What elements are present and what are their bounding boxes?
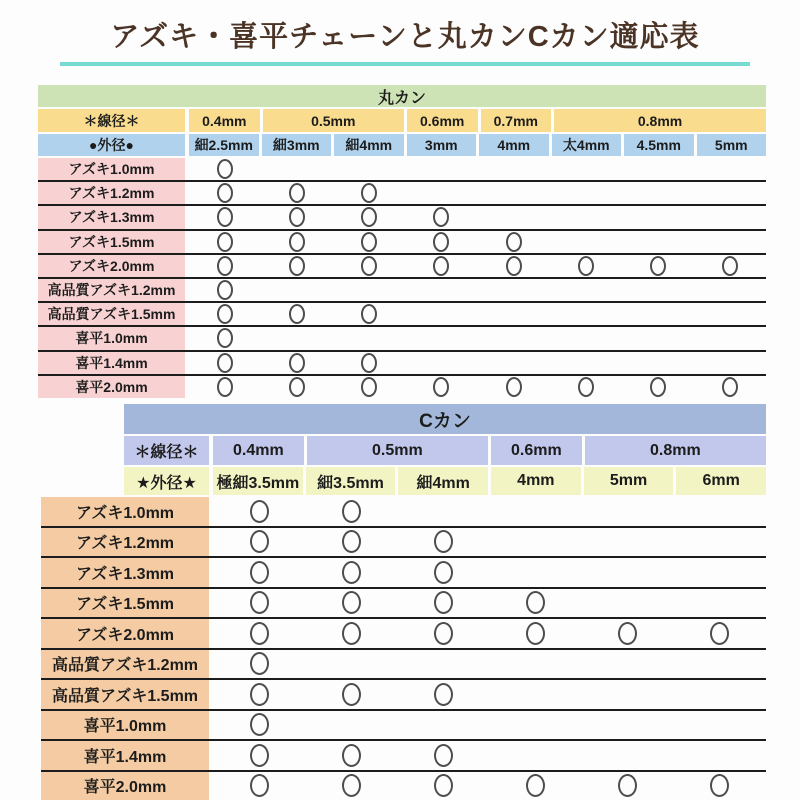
compatibility-cell (189, 303, 261, 325)
chain-type-label: アズキ1.2mm (38, 182, 189, 204)
compatibility-cell (261, 255, 333, 277)
compatibility-cell (333, 279, 405, 301)
compatibility-cell (213, 741, 305, 770)
circle-mark (217, 232, 233, 252)
circle-mark (506, 232, 522, 252)
outer-diameter-row (38, 134, 766, 156)
compatibility-cell (189, 352, 261, 374)
circle-mark (618, 774, 637, 797)
compatibility-cell (305, 497, 397, 526)
compatibility-cell (189, 255, 261, 277)
wire-diameter-value: 0.6mm (404, 109, 478, 132)
circle-mark (578, 377, 594, 397)
circle-mark (650, 256, 666, 276)
chain-type-label: 高品質アズキ1.2mm (41, 650, 213, 679)
compatibility-cell (622, 206, 694, 228)
compatibility-cell (622, 255, 694, 277)
compatibility-cell (490, 589, 582, 618)
compatibility-cell (261, 158, 333, 180)
chain-type-label: 喜平1.4mm (38, 352, 189, 374)
circle-mark (342, 774, 361, 797)
compatibility-cell (550, 255, 622, 277)
circle-mark (361, 304, 377, 324)
compatibility-cell (490, 772, 582, 800)
circle-mark (250, 744, 269, 767)
outer-diameter-label: ●外径● (38, 134, 189, 156)
table-row (41, 528, 766, 559)
compatibility-cell (405, 327, 477, 349)
compatibility-cell (550, 352, 622, 374)
compatibility-cell (550, 279, 622, 301)
compatibility-cell (405, 158, 477, 180)
table-row (38, 279, 766, 303)
compatibility-cell (694, 303, 766, 325)
compatibility-cell (213, 558, 305, 587)
compatibility-cell (305, 589, 397, 618)
circle-mark (289, 304, 305, 324)
wire-diameter-row (124, 436, 766, 465)
compatibility-cell (305, 558, 397, 587)
circle-mark (250, 683, 269, 706)
compatibility-cell (694, 206, 766, 228)
compatibility-cell (622, 182, 694, 204)
compatibility-cell (582, 772, 674, 800)
compatibility-cell (674, 711, 766, 740)
compatibility-cell (333, 376, 405, 398)
compatibility-cell (582, 680, 674, 709)
compatibility-cell (261, 376, 333, 398)
compatibility-cell (550, 231, 622, 253)
compatibility-cell (478, 376, 550, 398)
circle-mark (433, 232, 449, 252)
table-title: 丸カン (38, 85, 766, 107)
circle-mark (710, 774, 729, 797)
table-row (38, 231, 766, 255)
compatibility-cell (397, 741, 489, 770)
compatibility-cell (397, 711, 489, 740)
table-title: Cカン (124, 404, 766, 434)
chain-type-label: 高品質アズキ1.5mm (38, 303, 189, 325)
compatibility-cell (674, 497, 766, 526)
table-title-row (124, 404, 766, 434)
outer-diameter-value: 5mm (581, 467, 674, 495)
circle-mark (250, 652, 269, 675)
compatibility-cell (333, 327, 405, 349)
compatibility-cell (582, 619, 674, 648)
compatibility-cell (478, 255, 550, 277)
compatibility-cell (305, 680, 397, 709)
compatibility-cell (189, 231, 261, 253)
circle-mark (506, 377, 522, 397)
compatibility-cell (397, 680, 489, 709)
compatibility-cell (674, 619, 766, 648)
circle-mark (342, 622, 361, 645)
outer-diameter-value: 細4mm (331, 134, 404, 156)
outer-diameter-value: 4mm (476, 134, 549, 156)
compatibility-cell (305, 711, 397, 740)
table-row (38, 376, 766, 398)
circle-mark (250, 530, 269, 553)
chain-type-label: アズキ1.0mm (38, 158, 189, 180)
circle-mark (618, 622, 637, 645)
compatibility-cell (478, 352, 550, 374)
compatibility-cell (622, 327, 694, 349)
compatibility-cell (397, 589, 489, 618)
table-row (41, 711, 766, 742)
circle-mark (217, 377, 233, 397)
compatibility-cell (694, 376, 766, 398)
compatibility-cell (261, 303, 333, 325)
table-title-row (38, 85, 766, 107)
compatibility-cell (213, 650, 305, 679)
circle-mark (361, 353, 377, 373)
circle-mark (506, 256, 522, 276)
compatibility-cell (397, 558, 489, 587)
outer-diameter-value: 5mm (694, 134, 767, 156)
circle-mark (342, 530, 361, 553)
compatibility-cell (405, 376, 477, 398)
circle-mark (526, 591, 545, 614)
table-row (41, 497, 766, 528)
compatibility-cell (622, 158, 694, 180)
chain-type-label: 喜平1.4mm (41, 741, 213, 770)
compatibility-cell (189, 376, 261, 398)
compatibility-cell (397, 772, 489, 800)
compatibility-cell (694, 158, 766, 180)
circle-mark (710, 622, 729, 645)
wire-diameter-value: 0.7mm (478, 109, 552, 132)
compatibility-cell (333, 158, 405, 180)
circle-mark (433, 256, 449, 276)
table-row (41, 650, 766, 681)
circle-mark (217, 256, 233, 276)
compatibility-cell (261, 327, 333, 349)
compatibility-cell (694, 279, 766, 301)
compatibility-cell (582, 589, 674, 618)
circle-mark (361, 232, 377, 252)
circle-mark (361, 256, 377, 276)
compatibility-cell (478, 327, 550, 349)
circle-mark (342, 744, 361, 767)
table-row (38, 303, 766, 327)
compatibility-cell (213, 619, 305, 648)
compatibility-cell (582, 711, 674, 740)
compatibility-cell (674, 650, 766, 679)
table-row (38, 182, 766, 206)
chain-type-label: 高品質アズキ1.2mm (38, 279, 189, 301)
outer-diameter-value: 細3.5mm (303, 467, 396, 495)
table-row (41, 680, 766, 711)
circle-mark (434, 774, 453, 797)
compatibility-cell (333, 303, 405, 325)
compatibility-cell (305, 741, 397, 770)
outer-diameter-value: 4.5mm (621, 134, 694, 156)
compatibility-cell (550, 182, 622, 204)
compatibility-cell (490, 528, 582, 557)
compatibility-cell (405, 255, 477, 277)
compatibility-cell (189, 327, 261, 349)
circle-mark (217, 304, 233, 324)
outer-diameter-value: 6mm (673, 467, 766, 495)
table-header (124, 404, 766, 495)
compatibility-cell (550, 376, 622, 398)
circle-mark (217, 280, 233, 300)
table-row (38, 255, 766, 279)
compatibility-cell (490, 711, 582, 740)
outer-diameter-value: 細3mm (259, 134, 332, 156)
compatibility-cell (213, 772, 305, 800)
chain-type-label: 喜平2.0mm (38, 376, 189, 398)
compatibility-cell (261, 279, 333, 301)
chain-type-label: アズキ1.3mm (38, 206, 189, 228)
circle-mark (526, 622, 545, 645)
circle-mark (250, 561, 269, 584)
outer-diameter-label: ★外径★ (124, 467, 213, 495)
chain-type-label: アズキ1.5mm (41, 589, 213, 618)
wire-diameter-value: 0.6mm (488, 436, 582, 465)
compatibility-cell (189, 158, 261, 180)
compatibility-cell (397, 619, 489, 648)
compatibility-cell (261, 352, 333, 374)
compatibility-cell (261, 182, 333, 204)
circle-mark (342, 561, 361, 584)
compatibility-cell (213, 528, 305, 557)
chain-type-label: アズキ1.0mm (41, 497, 213, 526)
compatibility-cell (582, 650, 674, 679)
circle-mark (342, 500, 361, 523)
wire-diameter-value: 0.8mm (582, 436, 766, 465)
compatibility-cell (550, 158, 622, 180)
compatibility-cell (490, 741, 582, 770)
chain-type-label: 高品質アズキ1.5mm (41, 680, 213, 709)
circle-mark (434, 744, 453, 767)
circle-mark (722, 256, 738, 276)
compatibility-cell (405, 352, 477, 374)
page-title: アズキ・喜平チェーンと丸カンCカン適応表 (60, 14, 750, 66)
compatibility-cell (490, 680, 582, 709)
circle-mark (217, 159, 233, 179)
outer-diameter-value: 太4mm (549, 134, 622, 156)
table-header (38, 85, 766, 156)
chain-type-label: 喜平2.0mm (41, 772, 213, 800)
compatibility-cell (694, 255, 766, 277)
table-row (41, 741, 766, 772)
circle-mark (526, 774, 545, 797)
compatibility-cell (261, 206, 333, 228)
chain-type-label: 喜平1.0mm (38, 327, 189, 349)
outer-diameter-row (124, 467, 766, 495)
circle-mark (342, 683, 361, 706)
circle-mark (289, 377, 305, 397)
compatibility-cell (582, 528, 674, 557)
compatibility-cell (397, 497, 489, 526)
table-row (38, 352, 766, 376)
compatibility-cell (405, 206, 477, 228)
circle-mark (434, 561, 453, 584)
chain-type-label: アズキ1.2mm (41, 528, 213, 557)
compatibility-cell (305, 650, 397, 679)
compatibility-cell (478, 279, 550, 301)
circle-mark (217, 353, 233, 373)
compatibility-cell (674, 772, 766, 800)
compatibility-cell (490, 497, 582, 526)
compatibility-cell (694, 352, 766, 374)
circle-mark (289, 232, 305, 252)
compatibility-cell (622, 279, 694, 301)
compatibility-cell (622, 376, 694, 398)
circle-mark (361, 377, 377, 397)
compatibility-cell (478, 231, 550, 253)
compatibility-cell (582, 558, 674, 587)
compatibility-cell (333, 206, 405, 228)
compatibility-cell (305, 528, 397, 557)
compatibility-cell (674, 528, 766, 557)
circle-mark (433, 207, 449, 227)
compatibility-cell (213, 680, 305, 709)
compatibility-cell (333, 231, 405, 253)
compatibility-cell (333, 182, 405, 204)
circle-mark (250, 591, 269, 614)
circle-mark (250, 622, 269, 645)
chain-type-label: アズキ2.0mm (41, 619, 213, 648)
compatibility-cell (305, 772, 397, 800)
chain-type-label: アズキ1.5mm (38, 231, 189, 253)
table-row (41, 589, 766, 620)
outer-diameter-value: 極細3.5mm (213, 467, 303, 495)
circle-mark (217, 183, 233, 203)
compatibility-cell (189, 279, 261, 301)
table-row (41, 619, 766, 650)
compatibility-cell (490, 558, 582, 587)
wire-diameter-value: 0.8mm (551, 109, 766, 132)
ckan-compatibility-table (41, 404, 766, 800)
table-row (38, 158, 766, 182)
compatibility-cell (694, 182, 766, 204)
compatibility-cell (550, 327, 622, 349)
compatibility-cell (213, 497, 305, 526)
compatibility-cell (622, 231, 694, 253)
table-row (38, 327, 766, 351)
compatibility-cell (674, 589, 766, 618)
circle-mark (433, 377, 449, 397)
circle-mark (578, 256, 594, 276)
compatibility-cell (189, 206, 261, 228)
compatibility-cell (550, 206, 622, 228)
outer-diameter-value: 3mm (404, 134, 477, 156)
marukan-compatibility-table (38, 85, 766, 398)
chain-type-label: 喜平1.0mm (41, 711, 213, 740)
compatibility-cell (622, 352, 694, 374)
compatibility-cell (333, 255, 405, 277)
compatibility-cell (490, 650, 582, 679)
compatibility-cell (405, 182, 477, 204)
wire-diameter-value: 0.4mm (213, 436, 304, 465)
compatibility-cell (213, 589, 305, 618)
compatibility-cell (582, 741, 674, 770)
compatibility-cell (478, 303, 550, 325)
circle-mark (361, 207, 377, 227)
compatibility-cell (261, 231, 333, 253)
circle-mark (361, 183, 377, 203)
circle-mark (434, 530, 453, 553)
compatibility-cell (478, 182, 550, 204)
circle-mark (434, 622, 453, 645)
wire-diameter-value: 0.5mm (260, 109, 404, 132)
wire-diameter-label: ＊線径＊ (124, 436, 213, 465)
outer-diameter-value: 4mm (488, 467, 581, 495)
compatibility-cell (694, 231, 766, 253)
circle-mark (250, 500, 269, 523)
compatibility-cell (397, 650, 489, 679)
compatibility-cell (582, 497, 674, 526)
compatibility-cell (490, 619, 582, 648)
circle-mark (342, 591, 361, 614)
chain-type-label: アズキ1.3mm (41, 558, 213, 587)
wire-diameter-label: ＊線径＊ (38, 109, 189, 132)
table-row (41, 772, 766, 800)
compatibility-cell (622, 303, 694, 325)
outer-diameter-value: 細4mm (395, 467, 488, 495)
compatibility-cell (405, 279, 477, 301)
compatibility-cell (213, 711, 305, 740)
table-row (41, 558, 766, 589)
table-row (38, 206, 766, 230)
circle-mark (289, 353, 305, 373)
circle-mark (434, 591, 453, 614)
circle-mark (217, 328, 233, 348)
chain-type-label: アズキ2.0mm (38, 255, 189, 277)
compatibility-cell (333, 352, 405, 374)
compatibility-cell (674, 558, 766, 587)
outer-diameter-value: 細2.5mm (189, 134, 259, 156)
circle-mark (722, 377, 738, 397)
compatibility-cell (674, 741, 766, 770)
wire-diameter-value: 0.4mm (189, 109, 260, 132)
compatibility-cell (305, 619, 397, 648)
compatibility-cell (478, 158, 550, 180)
circle-mark (289, 256, 305, 276)
circle-mark (289, 207, 305, 227)
wire-diameter-row (38, 109, 766, 132)
circle-mark (289, 183, 305, 203)
compatibility-cell (478, 206, 550, 228)
compatibility-cell (405, 303, 477, 325)
compatibility-cell (550, 303, 622, 325)
wire-diameter-value: 0.5mm (304, 436, 488, 465)
circle-mark (650, 377, 666, 397)
circle-mark (434, 683, 453, 706)
compatibility-cell (189, 182, 261, 204)
compatibility-cell (405, 231, 477, 253)
circle-mark (250, 774, 269, 797)
compatibility-cell (397, 528, 489, 557)
circle-mark (217, 207, 233, 227)
compatibility-cell (694, 327, 766, 349)
circle-mark (250, 713, 269, 736)
compatibility-cell (674, 680, 766, 709)
